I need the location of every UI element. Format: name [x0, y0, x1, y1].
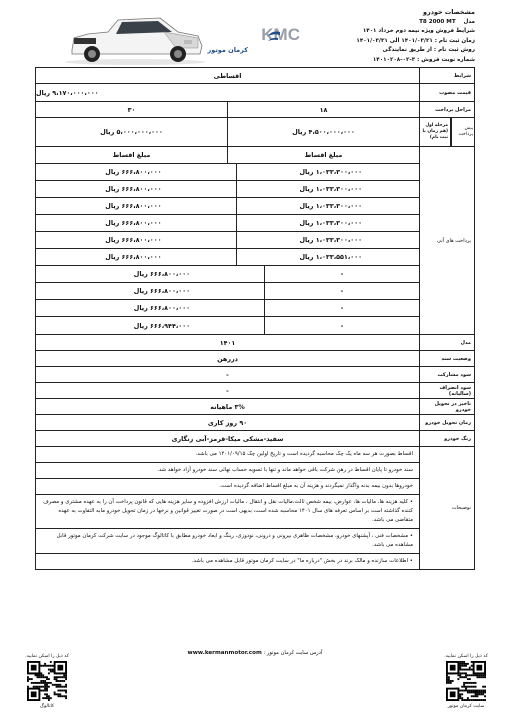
note-item: سند خودرو تا پایان اقساط در رهن شرکت باقی خواهد ماند و تنها با تسویه حساب نهائی سند خودرو آزاد خواهد شد.	[36, 463, 419, 479]
delay-label: تاخیر در تحویل خودرو	[419, 399, 474, 414]
conditions-row	[36, 68, 474, 84]
delay-value: ۳% ماهیانه	[210, 402, 245, 411]
spec-header	[315, 8, 475, 66]
register-method: روش ثبت نام : از طریق نمایندگی	[382, 47, 475, 54]
logo-text: KMC	[261, 25, 300, 44]
price-label: قیمت مصوب	[419, 84, 474, 101]
installment-b: ۶۶۶،۸۰۰،۰۰۰ ریال	[36, 249, 237, 265]
site-url-link[interactable]: www.kermanmotor.com	[187, 650, 262, 656]
price-row	[36, 84, 474, 102]
installment-header-b: مبلغ اقساط	[36, 147, 228, 163]
doc-status-value: دررهن	[217, 354, 238, 363]
installment-b: ۶۶۶،۸۰۰،۰۰۰ ریال	[36, 181, 237, 197]
price-value: ۹،۱۷۰،۰۰۰،۰۰۰ ریال	[36, 88, 99, 97]
footer	[0, 654, 513, 720]
installment-row	[36, 232, 419, 249]
site-label: آدرس سایت کرمان موتور :	[263, 650, 323, 656]
installment-header-a: مبلغ اقساط	[304, 151, 343, 159]
price-table	[35, 67, 475, 570]
delay-row	[36, 399, 474, 415]
pickup-truck-image	[60, 8, 210, 66]
installment-a: ۱،۰۳۳،۳۰۰،۰۰۰ ریال	[299, 202, 362, 210]
note-item: • اطلاعات سازنده و مالک برند در بخش "درباره ما" در سایت کرمان موتور قابل مشاهده می باشد.	[191, 558, 413, 564]
installment-a: ۱،۰۳۳،۳۰۰،۰۰۰ ریال	[299, 236, 362, 244]
installment-row	[36, 283, 419, 300]
website-qr-code[interactable]	[446, 661, 486, 701]
future-label: پرداخت های آتی	[419, 147, 474, 334]
model-year-row	[36, 335, 474, 351]
model-value: T8 2000 MT	[419, 18, 456, 25]
model-label: مدل	[463, 18, 475, 25]
kmc-logo	[207, 18, 338, 58]
installment-b: ۶۶۶،۸۰۰،۰۰۰ ریال	[36, 198, 237, 214]
installment-row	[36, 181, 419, 198]
partnership-label: سود مشارکت	[419, 367, 474, 382]
caption-right: سایت کرمان موتور	[447, 704, 485, 709]
installment-a: -	[340, 321, 344, 330]
logo-sub: کرمان موتور	[207, 46, 248, 54]
notes-label: توضیحات	[419, 447, 474, 569]
model-line	[315, 18, 475, 28]
installment-row	[36, 215, 419, 232]
stages-label: مراحل پرداخت	[419, 102, 474, 117]
note-item: • کلیه هزینه ها، مالیات ها، عوارض، بیمه شخص ثالث،مالیات نقل و انتقال ، مالیات ارزش افزوده و سایر هزینه هایی که قانون پرداخت آن را به عهده مشتری و مصرف کننده گذاشته است بر اساس تعرفه های سال ۱۴۰۱ محاسبه شده است، بدیهی است در صورت تغییر قوانین و نرخها در زمان تحویل خودرو مابه التفاوت به عهده متقاضی می باشد.	[36, 495, 419, 529]
note-item: اقساط بصورت هر سه ماه یک چک محاسبه گردیده است و تاریخ اولین چک ۱۴۰۱/۰۹/۱۵ می باشد.	[36, 447, 419, 463]
partnership-row	[36, 367, 474, 383]
installment-row	[36, 300, 419, 317]
installment-b: ۶۶۶،۸۰۰،۰۰۰ ریال	[36, 283, 265, 299]
installment-b: ۶۶۶،۸۰۰،۰۰۰ ریال	[36, 300, 265, 316]
header-title: مشخصات خودرو	[423, 8, 475, 16]
installment-b: ۶۶۶،۸۰۰،۰۰۰ ریال	[36, 164, 237, 180]
conditions-label: شرایط	[419, 68, 474, 83]
prepay-row	[36, 118, 451, 146]
caption-left: کاتالوگ	[39, 704, 55, 709]
scan-left-label: کد ذیل را اسکن نمایید.	[25, 654, 69, 659]
payment-body	[36, 118, 451, 146]
installment-header-row	[36, 147, 419, 164]
note-item: • مشخصات فنی ، آپشنهای خودرو، مشخصات ظاهری بیرونی و درونی، نودوزی، رینگ و ابعاد خودرو مطابق با کاتالوگ موجود در سایت شرکت کرمان موتور قابل مشاهده می باشد.	[36, 529, 419, 554]
doc-status-label: وضعیت سند	[419, 351, 474, 366]
payment-plan-label: پیش پرداخت	[451, 118, 474, 146]
installment-a: -	[340, 287, 344, 295]
installment-a: -	[340, 304, 344, 312]
installment-b: ۶۶۶،۹۴۴،۰۰۰ ریال	[36, 317, 265, 334]
stage-b: ۳۰	[36, 102, 228, 117]
installment-b: ۶۶۶،۸۰۰،۰۰۰ ریال	[36, 266, 265, 282]
installment-a: ۱،۰۳۳،۳۰۰،۰۰۰ ریال	[299, 168, 362, 176]
stages-row	[36, 102, 474, 118]
color-label: رنگ خودرو	[419, 431, 474, 446]
installment-a: ۱،۰۳۳،۳۰۰،۰۰۰ ریال	[299, 185, 362, 193]
model-year-value: ۱۴۰۱	[219, 338, 236, 347]
future-block	[36, 147, 474, 335]
installment-b: ۶۶۶،۸۰۰،۰۰۰ ریال	[36, 232, 237, 248]
note-item: خودروها بدون بیمه بدنه واگذار نمیگردند و هزینه آن به مبلغ اقساط اضافه گردیده است.	[36, 479, 419, 495]
prepay-a: ۴،۵۰۰،۰۰۰،۰۰۰ ریال	[292, 128, 355, 136]
register-time: زمان ثبت نام : ۱۴۰۱/۰۳/۲۱ الی ۱۴۰۱/۰۳/۳۱	[356, 37, 475, 44]
sale-conditions: شرایط فروش ویژه نیمه دوم خرداد ۱۴۰۱	[362, 28, 475, 35]
catalog-qr-code[interactable]	[27, 661, 67, 701]
prepay-b: ۵،۰۰۰،۰۰۰،۰۰۰ ریال	[36, 118, 228, 146]
installment-a: ۱،۰۳۳،۵۵۱،۰۰۰ ریال	[299, 253, 362, 261]
notes-body	[36, 447, 419, 569]
partnership-value: -	[226, 370, 229, 379]
payment-block	[36, 118, 474, 147]
scan-right-label: کد ذیل را اسکن نمایید.	[444, 654, 488, 659]
website-line	[180, 650, 330, 656]
installment-row	[36, 266, 419, 283]
delivery-value: ۹۰ روز کاری	[207, 418, 248, 427]
delivery-row	[36, 415, 474, 431]
compensation-row	[36, 383, 474, 399]
future-body	[36, 147, 419, 334]
model-year-label: مدل	[419, 335, 474, 350]
prepay-label: مرحله اول (هم زمان با ثبت نام)	[419, 118, 451, 146]
sale-code: شماره نوبت فروش : ۳-۰۲-۱۴۰۱۰۲۰۸	[372, 56, 475, 63]
color-row	[36, 431, 474, 447]
installment-a: ۱،۰۳۳،۳۰۰،۰۰۰ ریال	[299, 219, 362, 227]
installment-row	[36, 317, 419, 334]
installment-row	[36, 249, 419, 266]
compensation-value: -	[226, 386, 229, 395]
delivery-label: زمان تحویل خودرو	[419, 415, 474, 430]
installment-row	[36, 164, 419, 181]
installment-row	[36, 198, 419, 215]
doc-status-row	[36, 351, 474, 367]
compensation-label: سود انصراف (سالیانه)	[419, 383, 474, 398]
conditions-value: اقساطی	[213, 71, 242, 80]
color-value: سفید-مشکی میکا-قرمز-آبی زنگاری	[171, 434, 284, 443]
notes-block	[36, 447, 474, 569]
stage-a: ۱۸	[319, 105, 328, 114]
installment-b: ۶۶۶،۸۰۰،۰۰۰ ریال	[36, 215, 237, 231]
installment-a: -	[340, 270, 344, 278]
